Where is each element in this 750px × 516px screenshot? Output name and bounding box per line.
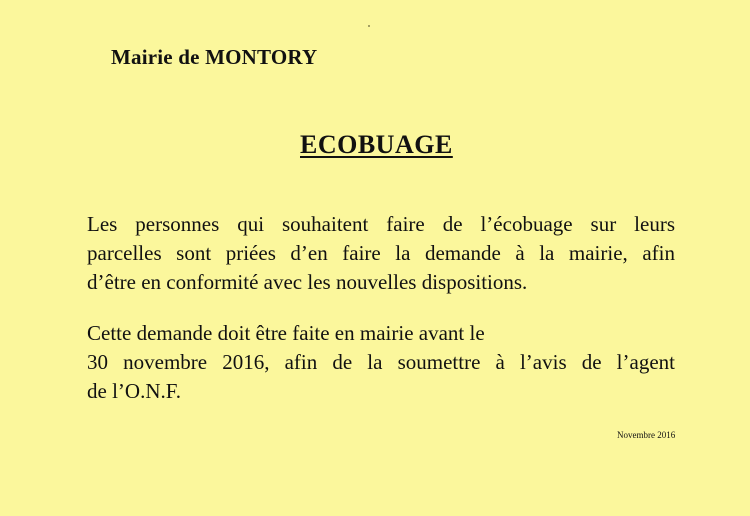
paragraph1-line1: Les personnes qui souhaitent faire de l’écobuage sur leurs	[87, 212, 675, 236]
paragraph1-line3: d’être en conformité avec les nouvelles dispositions.	[87, 270, 528, 294]
paragraph-request-info	[87, 210, 675, 297]
paragraph-deadline-info	[87, 319, 675, 406]
document-date: Novembre 2016	[617, 430, 676, 440]
paragraph2-line1: Cette demande doit être faite en mairie avant le	[87, 321, 485, 345]
mairie-header: Mairie de MONTORY	[111, 45, 318, 69]
paper-speck	[368, 25, 370, 27]
paragraph2-line3: de l’O.N.F.	[87, 379, 181, 403]
paragraph2-line2: 30 novembre 2016, afin de la soumettre à l’avis de l’agent	[87, 350, 675, 374]
notice-title: ECOBUAGE	[300, 130, 453, 159]
paragraph1-line2: parcelles sont priées d’en faire la demande à la mairie, afin	[87, 241, 675, 265]
